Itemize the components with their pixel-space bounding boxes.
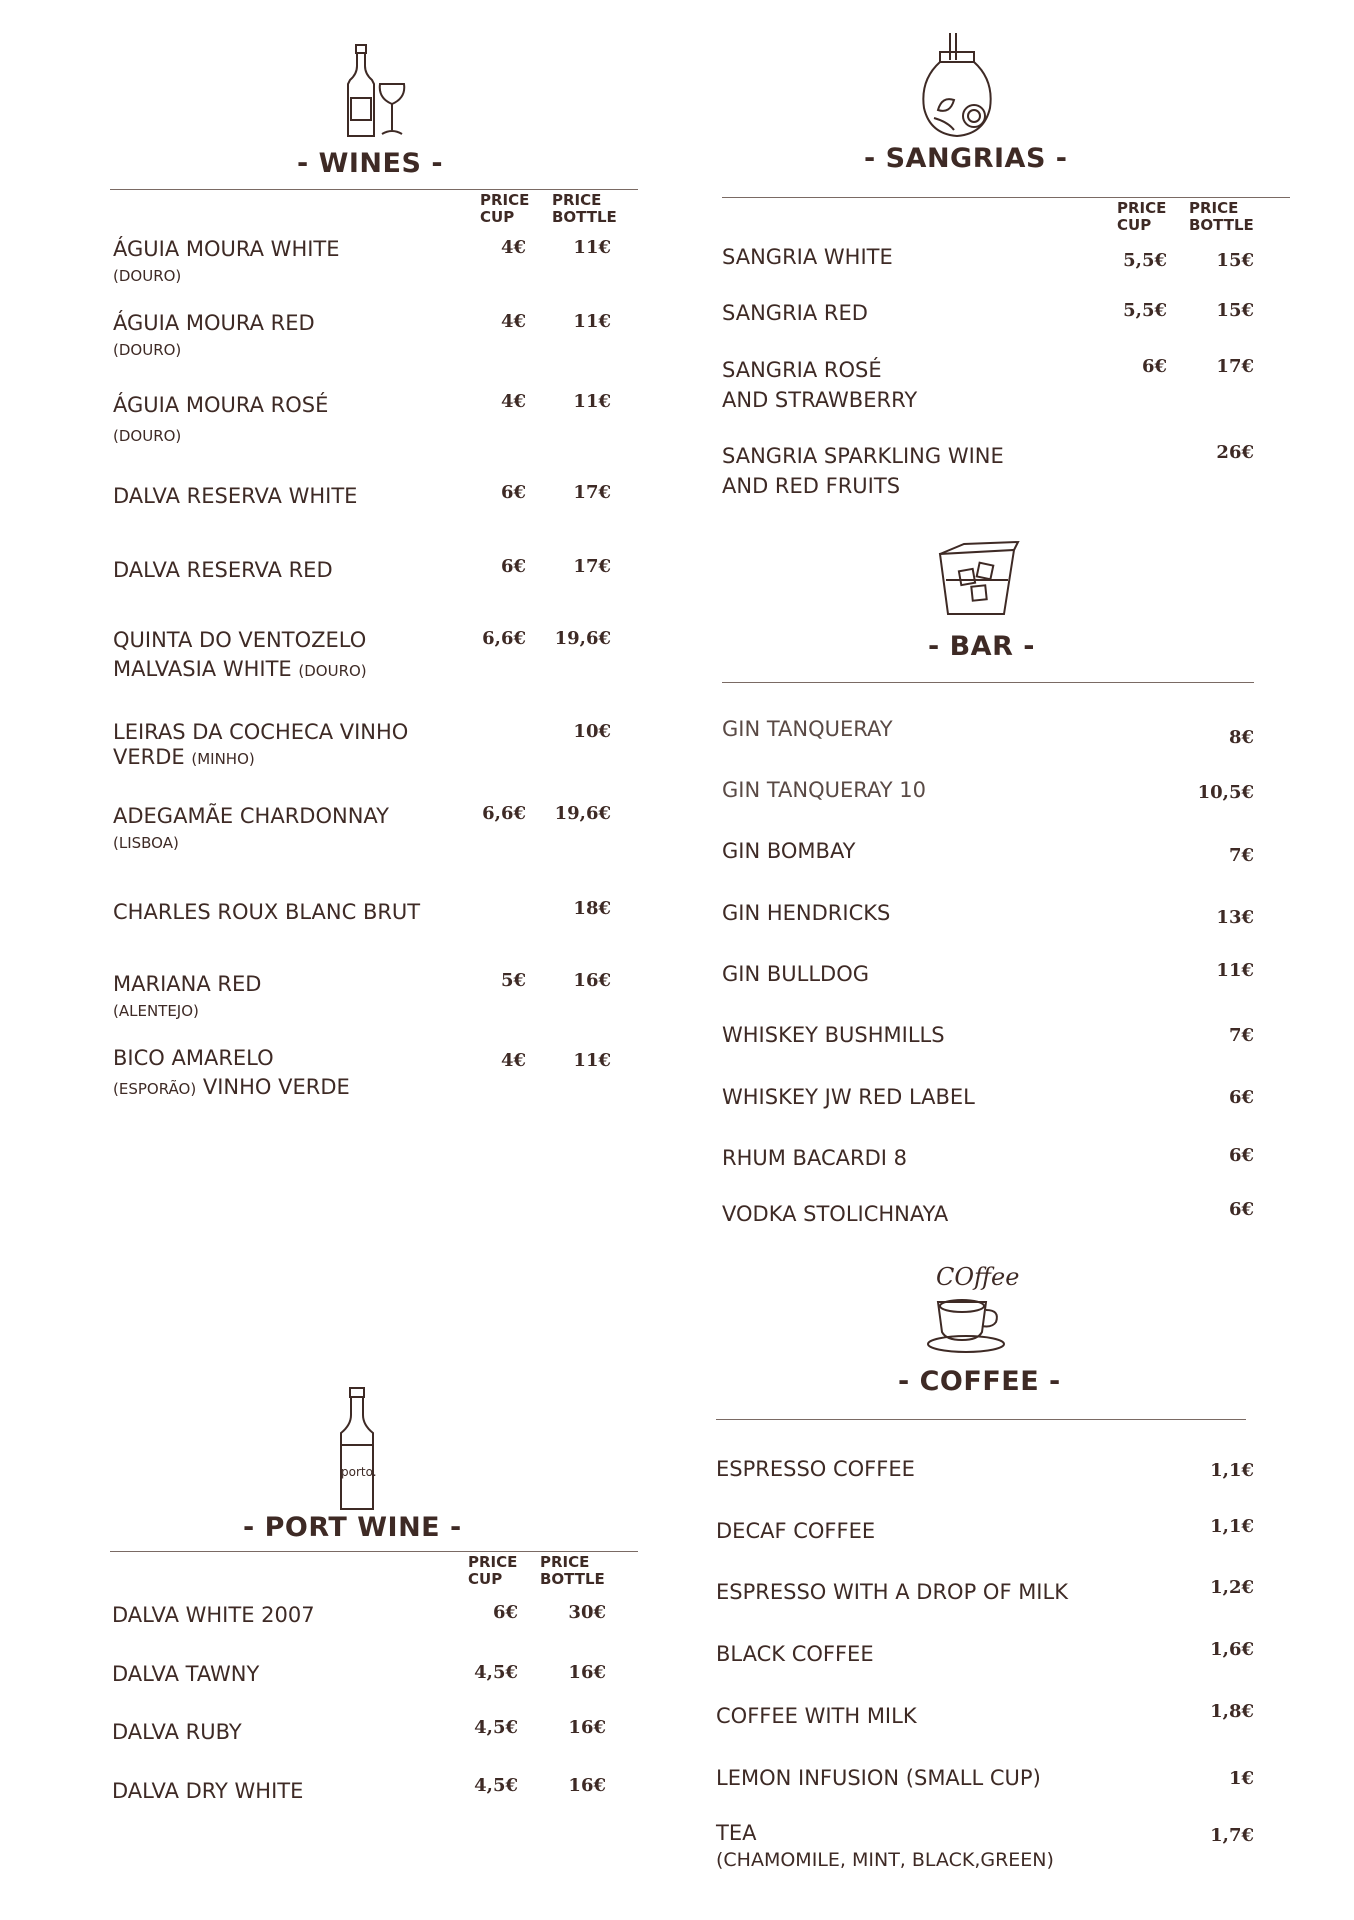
bar-item: WHISKEY BUSHMILLS: [722, 1023, 945, 1047]
wines-title: - WINES -: [297, 148, 444, 179]
bar-item: WHISKEY JW RED LABEL: [722, 1085, 975, 1109]
wine-item: BICO AMARELO (ESPORÃO) VINHO VERDE: [113, 1046, 350, 1099]
port-wine-title: - PORT WINE -: [243, 1512, 462, 1543]
port-bottle-label: porto.: [341, 1465, 377, 1479]
price: 7€: [1228, 1025, 1254, 1046]
wine-item: ADEGAMÃE CHARDONNAY (LISBOA): [113, 804, 389, 852]
sangrias-header-bottle: PRICE BOTTLE: [1189, 199, 1254, 234]
coffee-cup-icon: [924, 1296, 1016, 1354]
price-bottle: 30€: [568, 1602, 606, 1623]
wine-item: ÁGUIA MOURA WHITE (DOURO): [113, 237, 340, 285]
price: 1,1€: [1210, 1516, 1254, 1537]
bar-title: - BAR -: [928, 631, 1035, 662]
price-bottle: 10€: [573, 721, 611, 742]
sangria-item: SANGRIA WHITE: [722, 245, 893, 269]
price-cup: 6€: [500, 556, 526, 577]
sangria-item: SANGRIA ROSÉ AND STRAWBERRY: [722, 358, 918, 412]
bar-item: GIN HENDRICKS: [722, 901, 891, 925]
bar-item: GIN BOMBAY: [722, 839, 856, 863]
wine-item: CHARLES ROUX BLANC BRUT: [113, 900, 421, 924]
price-cup: 5€: [500, 970, 526, 991]
coffee-title: - COFFEE -: [898, 1366, 1061, 1397]
price: 6€: [1228, 1087, 1254, 1108]
bar-item: VODKA STOLICHNAYA: [722, 1202, 949, 1226]
port-bottle-icon: [335, 1385, 379, 1513]
coffee-item: ESPRESSO WITH A DROP OF MILK: [716, 1580, 1068, 1604]
coffee-divider: [716, 1419, 1246, 1420]
price: 8€: [1228, 727, 1254, 748]
price-cup: 4€: [500, 237, 526, 258]
price-cup: 4,5€: [474, 1662, 518, 1683]
price-cup: 4€: [500, 311, 526, 332]
sangria-item: SANGRIA RED: [722, 301, 868, 325]
price-cup: 4€: [500, 1050, 526, 1071]
price-bottle: 16€: [573, 970, 611, 991]
price: 1,7€: [1210, 1825, 1254, 1846]
price-cup: 4,5€: [474, 1717, 518, 1738]
sangria-jar-icon: [914, 30, 1000, 140]
price-bottle: 11€: [573, 391, 611, 412]
port-item: DALVA WHITE 2007: [112, 1603, 315, 1627]
port-item: DALVA DRY WHITE: [112, 1779, 304, 1803]
price-bottle: 16€: [568, 1662, 606, 1683]
wine-bottle-glass-icon: [336, 42, 416, 142]
price: 1,6€: [1210, 1639, 1254, 1660]
price-cup: 4€: [500, 391, 526, 412]
price-cup: 6€: [500, 482, 526, 503]
wine-item: DALVA RESERVA RED: [113, 558, 333, 582]
bar-item: GIN TANQUERAY 10: [722, 778, 926, 802]
wine-item: DALVA RESERVA WHITE: [113, 484, 358, 508]
price-bottle: 11€: [573, 1050, 611, 1071]
price: 1,8€: [1210, 1701, 1254, 1722]
port-header-bottle: PRICE BOTTLE: [540, 1553, 605, 1588]
price-cup: 4,5€: [474, 1775, 518, 1796]
sangrias-divider: [722, 197, 1290, 198]
coffee-item: COFFEE WITH MILK: [716, 1704, 917, 1728]
cocktail-glass-ice-icon: [934, 540, 1024, 618]
price: 6€: [1228, 1199, 1254, 1220]
wine-item: LEIRAS DA COCHECA VINHO VERDE (MINHO): [113, 720, 409, 769]
price: 11€: [1216, 960, 1254, 981]
wine-item: MARIANA RED (ALENTEJO): [113, 972, 262, 1020]
price-bottle: 17€: [1216, 356, 1254, 377]
price-bottle: 11€: [573, 237, 611, 258]
price-cup: 6,6€: [482, 628, 526, 649]
price: 13€: [1216, 907, 1254, 928]
price-cup: 6€: [492, 1602, 518, 1623]
price-bottle: 19,6€: [554, 628, 611, 649]
price-cup: 6€: [1141, 356, 1167, 377]
port-item: DALVA RUBY: [112, 1720, 242, 1744]
price: 1,2€: [1210, 1577, 1254, 1598]
price-cup: 5,5€: [1123, 300, 1167, 321]
wine-item: ÁGUIA MOURA ROSÉ (DOURO): [113, 393, 329, 445]
price-cup: 5,5€: [1123, 250, 1167, 271]
price-bottle: 17€: [573, 556, 611, 577]
coffee-item: BLACK COFFEE: [716, 1642, 874, 1666]
coffee-item: TEA (CHAMOMILE, MINT, BLACK,GREEN): [716, 1821, 1054, 1871]
wines-header-cup: PRICE CUP: [480, 191, 530, 226]
price-bottle: 17€: [573, 482, 611, 503]
price-bottle: 19,6€: [554, 803, 611, 824]
sangrias-title: - SANGRIAS -: [864, 143, 1068, 174]
price: 1,1€: [1210, 1460, 1254, 1481]
bar-item: RHUM BACARDI 8: [722, 1146, 907, 1170]
coffee-item: DECAF COFFEE: [716, 1519, 876, 1543]
price: 7€: [1228, 845, 1254, 866]
wine-item: QUINTA DO VENTOZELO MALVASIA WHITE (DOURO): [113, 628, 367, 681]
price-bottle: 18€: [573, 898, 611, 919]
port-header-cup: PRICE CUP: [468, 1553, 518, 1588]
price-bottle: 26€: [1216, 442, 1254, 463]
bar-divider: [722, 682, 1254, 683]
price: 6€: [1228, 1145, 1254, 1166]
wine-item: ÁGUIA MOURA RED (DOURO): [113, 311, 315, 359]
coffee-item: LEMON INFUSION (SMALL CUP): [716, 1766, 1041, 1790]
sangrias-header-cup: PRICE CUP: [1117, 199, 1167, 234]
coffee-item: ESPRESSO COFFEE: [716, 1457, 915, 1481]
price: 10,5€: [1197, 782, 1254, 803]
port-item: DALVA TAWNY: [112, 1662, 260, 1686]
wines-header-bottle: PRICE BOTTLE: [552, 191, 617, 226]
coffee-icon-label: COffee: [936, 1263, 1020, 1291]
price-bottle: 16€: [568, 1775, 606, 1796]
bar-item: GIN BULLDOG: [722, 962, 869, 986]
sangria-item: SANGRIA SPARKLING WINE AND RED FRUITS: [722, 444, 1004, 498]
price: 1€: [1228, 1768, 1254, 1789]
price-bottle: 15€: [1216, 250, 1254, 271]
wines-divider: [110, 189, 638, 190]
price-bottle: 11€: [573, 311, 611, 332]
price-bottle: 15€: [1216, 300, 1254, 321]
bar-item: GIN TANQUERAY: [722, 717, 893, 741]
price-bottle: 16€: [568, 1717, 606, 1738]
price-cup: 6,6€: [482, 803, 526, 824]
port-wine-divider: [110, 1551, 638, 1552]
